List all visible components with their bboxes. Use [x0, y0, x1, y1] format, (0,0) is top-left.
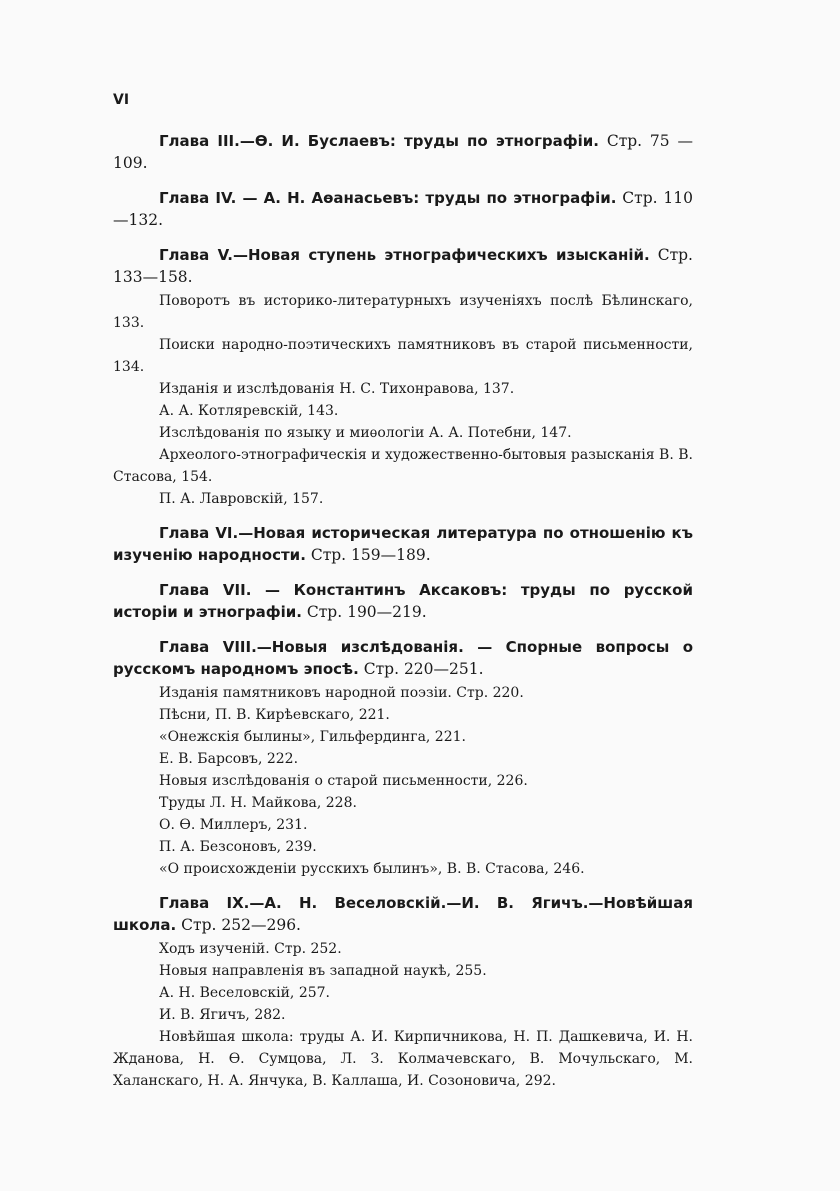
subitem: Изданія памятниковъ народной поэзіи. Стр. 220. — [159, 685, 524, 701]
subitem: А. А. Котляревскій, 143. — [159, 403, 339, 419]
chapter-title: Глава VI.—Новая историческая литература по отношенію къ изученію народности. — [113, 524, 693, 564]
chapter-entry — [113, 892, 693, 936]
subitem: Изданія и изслѣдованія Н. С. Тихонравова, 137. — [159, 381, 515, 397]
subitem: Археолого-этнографическія и художественно-бытовыя разысканія В. В. Стасова, 154. — [113, 447, 693, 485]
chapter-title: Глава III.—Ѳ. И. Буслаевъ: труды по этнографіи. — [159, 132, 599, 150]
subitem: Поиски народно-поэтическихъ памятниковъ въ старой письменности, 134. — [113, 337, 693, 375]
subitem: П. А. Лавровскій, 157. — [159, 491, 324, 507]
chapter-title: Глава IV. — А. Н. Аѳанасьевъ: труды по этнографіи. — [159, 189, 617, 207]
subitem: Новыя изслѣдованія о старой письменности, 226. — [159, 773, 528, 789]
subitem: Новыя направленія въ западной наукѣ, 255. — [159, 963, 487, 979]
subitem: «О происхожденіи русскихъ былинъ», В. В. Стасова, 246. — [159, 861, 585, 877]
chapter-subitems — [113, 290, 693, 510]
subitem: О. Ѳ. Миллеръ, 231. — [159, 817, 308, 833]
subitem: Поворотъ въ историко-литературныхъ изученіяхъ послѣ Бѣлинскаго, 133. — [113, 293, 693, 331]
chapter-entry — [113, 636, 693, 680]
subitem: А. Н. Веселовскій, 257. — [159, 985, 330, 1001]
chapter-pages: Стр. 159—189. — [310, 546, 431, 564]
subitem: Е. В. Барсовъ, 222. — [159, 751, 299, 767]
chapter-entry — [113, 522, 693, 566]
chapter-pages: Стр. 220—251. — [363, 660, 484, 678]
subitem: И. В. Ягичъ, 282. — [159, 1007, 286, 1023]
chapter-pages: Стр. 110—132. — [113, 189, 693, 229]
chapter-subitems — [113, 938, 693, 1092]
chapter-title: Глава VII. — Константинъ Аксаковъ: труды по русской исторіи и этнографіи. — [113, 581, 693, 621]
chapter-pages: Стр. 190—219. — [306, 603, 427, 621]
subitem: Пѣсни, П. В. Кирѣевскаго, 221. — [159, 707, 390, 723]
table-of-contents — [113, 130, 693, 1104]
subitem: Новѣйшая школа: труды А. И. Кирпичникова, Н. П. Дашкевича, И. Н. Жданова, Н. Ѳ. Сумцова, Л. З. Колмачевскаго, В. Мочульскаго, М. Халанскаго, Н. А. Янчука, В. Каллаша, И. Созоновича, 292. — [113, 1029, 693, 1089]
chapter-title: Глава VIII.—Новыя изслѣдованія. — Спорные вопросы о русскомъ народномъ эпосѣ. — [113, 638, 693, 678]
subitem: «Онежскія былины», Гильфердинга, 221. — [159, 729, 466, 745]
chapter-entry — [113, 130, 693, 174]
chapter-entry — [113, 579, 693, 623]
subitem: Изслѣдованія по языку и миѳологіи А. А. Потебни, 147. — [159, 425, 572, 441]
chapter-subitems — [113, 682, 693, 880]
chapter-entry — [113, 244, 693, 288]
subitem: Ходъ изученій. Стр. 252. — [159, 941, 342, 957]
chapter-title: Глава IX.—А. Н. Веселовскій.—И. В. Ягичъ.—Новѣйшая школа. — [113, 894, 693, 934]
subitem: Труды Л. Н. Майкова, 228. — [159, 795, 357, 811]
subitem: П. А. Безсоновъ, 239. — [159, 839, 317, 855]
page-number: VI — [113, 92, 130, 108]
chapter-title: Глава V.—Новая ступень этнографическихъ изысканій. — [159, 246, 650, 264]
chapter-pages: Стр. 133—158. — [113, 246, 693, 286]
chapter-entry — [113, 187, 693, 231]
chapter-pages: Стр. 75 — 109. — [113, 132, 693, 172]
chapter-pages: Стр. 252—296. — [181, 916, 301, 934]
